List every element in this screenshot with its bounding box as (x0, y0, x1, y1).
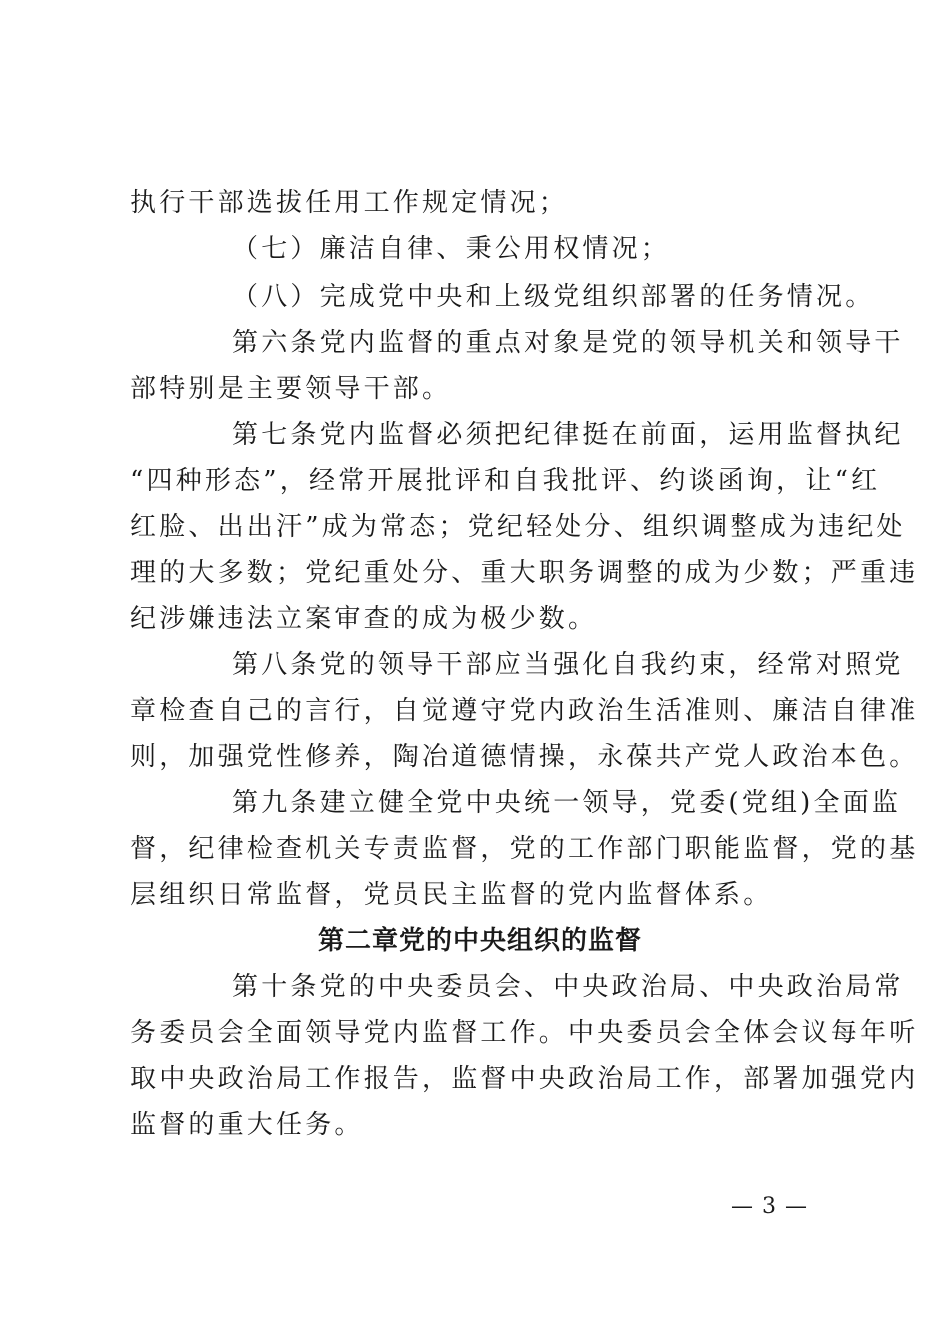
body-line: “四种形态”，经常开展批评和自我批评、约谈函询，让“红 (130, 466, 881, 496)
body-line: 第十条党的中央委员会、中央政治局、中央政治局常 (232, 972, 904, 1002)
body-line: 第七条党内监督必须把纪律挺在前面，运用监督执纪 (232, 420, 904, 450)
body-line: 第八条党的领导干部应当强化自我约束，经常对照党 (232, 650, 904, 680)
body-line: 章检查自己的言行，自觉遵守党内政治生活准则、廉洁自律准 (130, 696, 919, 726)
body-line: 红脸、出出汗”成为常态；党纪轻处分、组织调整成为违纪处 (130, 512, 906, 542)
page-number: — 3 — (731, 1194, 808, 1219)
chapter-heading: 第二章党的中央组织的监督 (317, 926, 642, 956)
body-line: 理的大多数；党纪重处分、重大职务调整的成为少数；严重违 (130, 558, 919, 588)
body-line: 监督的重大任务。 (130, 1110, 364, 1140)
body-line: （八）完成党中央和上级党组织部署的任务情况。 (232, 282, 875, 312)
body-line: 纪涉嫌违法立案审查的成为极少数。 (130, 604, 598, 634)
body-line: 务委员会全面领导党内监督工作。中央委员会全体会议每年听 (130, 1018, 919, 1048)
body-line: 第九条建立健全党中央统一领导，党委(党组)全面监 (232, 788, 902, 818)
body-line: （七）廉洁自律、秉公用权情况； (232, 234, 671, 264)
body-line: 部特别是主要领导干部。 (130, 374, 452, 404)
body-line: 督，纪律检查机关专责监督，党的工作部门职能监督，党的基 (130, 834, 919, 864)
body-line: 执行干部选拔任用工作规定情况； (130, 188, 569, 218)
body-line: 则，加强党性修养，陶冶道德情操，永葆共产党人政治本色。 (130, 742, 919, 772)
body-line: 层组织日常监督，党员民主监督的党内监督体系。 (130, 880, 773, 910)
body-line: 取中央政治局工作报告，监督中央政治局工作，部署加强党内 (130, 1064, 919, 1094)
body-line: 第六条党内监督的重点对象是党的领导机关和领导干 (232, 328, 904, 358)
